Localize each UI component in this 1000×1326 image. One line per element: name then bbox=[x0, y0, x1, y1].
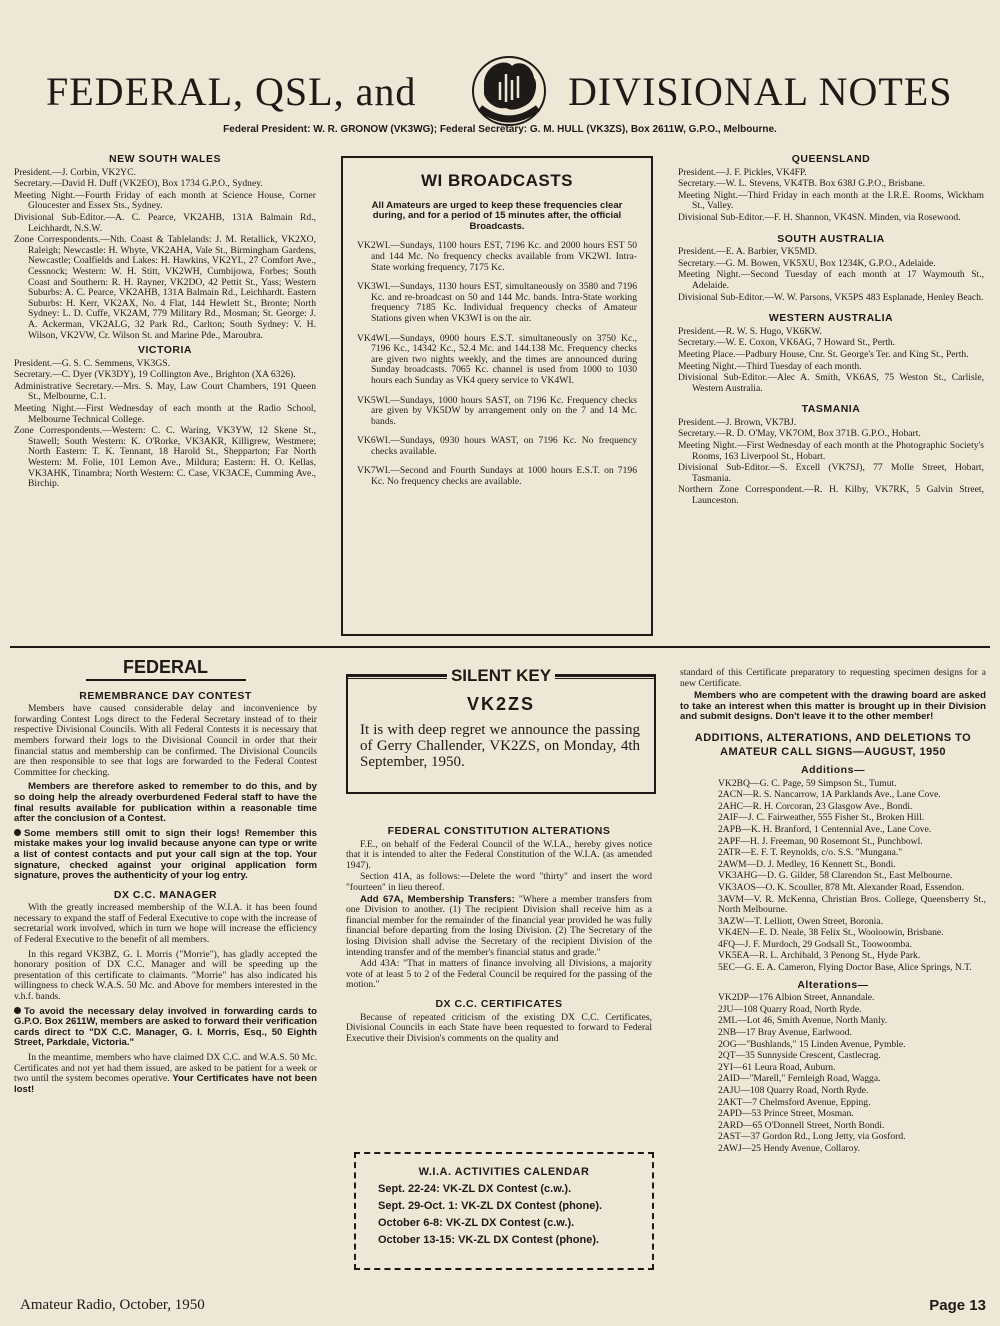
list-item: 2AKT—7 Chelmsford Avenue, Epping. bbox=[718, 1096, 871, 1108]
nsw-sub-editor: Divisional Sub-Editor.—A. C. Pearce, VK2AHB, 131A Balmain Rd., Leichhardt, N.S.W. bbox=[14, 211, 316, 234]
broadcast-vk6wi: VK6WI.—Sundays, 0930 hours WAST, on 7196 Kc. No frequency checks available. bbox=[357, 435, 637, 457]
qld-sub-editor: Divisional Sub-Editor.—F. H. Shannon, VK4SN. Minden, via Rosewood. bbox=[678, 211, 961, 223]
list-item: 2APD—53 Prince Street, Mosman. bbox=[718, 1108, 854, 1120]
footer-publication: Amateur Radio, October, 1950 bbox=[20, 1297, 205, 1313]
qld-meeting-night: Meeting Night.—Third Friday in each month at the I.R.E. Rooms, Wickham St., Valley. bbox=[678, 189, 984, 212]
nsw-heading: NEW SOUTH WALES bbox=[109, 153, 221, 165]
sa-president: President.—E. A. Barbier, VK5MD. bbox=[678, 246, 818, 258]
constitution-p1: F.E., on behalf of the Federal Council of the W.I.A., hereby gives notice that it is intended to alter the Federal Constitution of the W.I.A. (as amended 1947). bbox=[346, 838, 652, 871]
list-item: VK4EN—E. D. Neale, 38 Felix St., Wooloowin, Brisbane. bbox=[718, 927, 944, 939]
sa-sub-editor: Divisional Sub-Editor.—W. W. Parsons, VK5PS 483 Esplanade, Henley Beach. bbox=[678, 291, 984, 303]
broadcast-vk2wi: VK2WI.—Sundays, 1100 hours EST, 7196 Kc. and 2000 hours EST 50 and 144 Mc. No frequency checks available from VK2WI. Intra-State working frequency, 7175 Kc. bbox=[357, 240, 637, 273]
tas-zone-correspondent: Northern Zone Correspondent.—R. H. Kilby, VK7RK, 5 Galvin Street, Launceston. bbox=[678, 484, 984, 507]
constitution-p2: Section 41A, as follows:—Delete the word "thirty" and insert the word "fourteen" in lieu thereof. bbox=[346, 871, 652, 893]
vic-zone-correspondents: Zone Correspondents.—Western: C. C. Waring, VK3YW, 12 Skene St., Stawell; South Western: K. O'Rorke, VK3AKR, Killigrew, Westmere; North Eastern: T. K. Tennant, 18 Harold St., Shepparton; Far North Western: M. Folie, 101 Lemon Ave., Mildura; Eastern: H. O. Kellas, VK3AHK, Tinambra; North Western: C. Case, VK3ACE, Cumming Ave., Birchip. bbox=[14, 425, 316, 490]
constitution-heading: FEDERAL CONSTITUTION ALTERATIONS bbox=[387, 825, 611, 837]
list-item: VK2BQ—G. C. Page, 59 Simpson St., Tumut. bbox=[718, 777, 897, 789]
drawing-board-note: Members who are competent with the drawing board are asked to take an interest when this matter is brought up in their Division and submit designs. Don't leave it to the other member! bbox=[680, 690, 986, 723]
activities-calendar-box bbox=[354, 1152, 654, 1270]
list-item: 2ACN—R. S. Nancarrow, 1A Parklands Ave., Lane Cove. bbox=[718, 789, 941, 801]
federal-column bbox=[14, 657, 317, 1096]
page-title-right: DIVISIONAL NOTES bbox=[568, 69, 953, 114]
victoria-heading: VICTORIA bbox=[138, 344, 192, 357]
wa-meeting-night: Meeting Night.—Third Tuesday of each month. bbox=[678, 360, 862, 372]
constitution-p4: Add 43A: "That in matters of finance involving all Divisions, a majority vote of at least 5 to 2 of the Federal Council be required for the passing of the motion." bbox=[346, 958, 652, 991]
remembrance-day-heading: REMEMBRANCE DAY CONTEST bbox=[79, 689, 252, 702]
list-item: 2JU—108 Quarry Road, North Ryde. bbox=[718, 1003, 862, 1015]
list-item: 2AWJ—25 Hendy Avenue, Collaroy. bbox=[718, 1142, 861, 1154]
list-item: VK5EA—R. L. Archibald, 3 Penong St., Hyde Park. bbox=[718, 950, 921, 962]
list-item: 2OG—"Bushlands," 15 Linden Avenue, Pymble. bbox=[718, 1038, 906, 1050]
broadcast-vk4wi: VK4WI.—Sundays, 0900 hours E.S.T. simultaneously on 3750 Kc., 7196 Kc., 14342 Kc., 52.4 Mc. and 144.138 Mc. Frequency checks are given two nights weekly, and the times are announced during Sunday broadcasts. 7065 Kc. channel is used from 1000 to 1030 hours each Sunday as VK4 query service to VK4WI. bbox=[357, 332, 637, 386]
dx-paragraph-4-bold: Your Certificates have not been lost! bbox=[14, 1073, 317, 1095]
alterations-list bbox=[680, 993, 986, 1154]
silent-key-text: It is with deep regret we announce the passing of Gerry Challender, VK2ZS, on Monday, 4th September, 1950. bbox=[360, 722, 640, 770]
masthead bbox=[0, 52, 1000, 122]
wia-emblem-icon bbox=[466, 52, 552, 130]
footer-page-number: Page 13 bbox=[929, 1297, 986, 1314]
list-item: 2AST—37 Gordon Rd., Long Jetty, via Gosford. bbox=[718, 1131, 906, 1143]
rd-paragraph-2: Members are therefore asked to remember to do this, and by so doing help the already overburdened Federal staff to have the final results available for publication within a reasonable time after the conclusion of a Contest. bbox=[14, 781, 317, 825]
tas-meeting-night: Meeting Night.—First Wednesday of each month at the Photographic Society's Rooms, 163 Liverpool St., Hobart. bbox=[678, 440, 984, 462]
list-item: 2ATR—E. F. T. Reynolds, c/o. S.S. "Mungana." bbox=[718, 847, 903, 859]
dx-paragraph-3-text: To avoid the necessary delay involved in forwarding cards to G.P.O. Box 2611W, members are asked to forward their verification cards direct to "DX C.C. Manager, G. I. Morris, Esq., 50 Eighth Street, Parkdale, Victoria." bbox=[14, 1005, 317, 1049]
list-item: VK3AHG—D. G. Gilder, 58 Clarendon St., East Melbourne. bbox=[718, 870, 953, 882]
dx-paragraph-4 bbox=[14, 1053, 317, 1095]
page-title-left: FEDERAL, QSL, and bbox=[46, 69, 417, 114]
list-item: 2APF—H. J. Freeman, 90 Rosemont St., Punchbowl. bbox=[718, 835, 923, 847]
list-item: 2NB—17 Bray Avenue, Earlwood. bbox=[718, 1027, 852, 1039]
tas-president: President.—J. Brown, VK7BJ. bbox=[678, 416, 797, 428]
nsw-secretary: Secretary.—David H. Duff (VK2EO), Box 1734 G.P.O., Sydney. bbox=[14, 178, 263, 190]
sa-meeting-night: Meeting Night.—Second Tuesday of each month at 17 Waymouth St., Adelaide. bbox=[678, 269, 984, 291]
dx-paragraph-2: In this regard VK3BZ, G. I. Morris ("Morrie"), has gladly accepted the honorary position of DX C.C. Manager and will be speeding up the presentation of this certificate to claimants. "Morrie" has also indicated his willingness to check W.A.S. 50 Mc. and Above for members interested in the v.h.f. bands. bbox=[14, 948, 317, 1003]
constitution-p3-bold: Add 67A, Membership Transfers: bbox=[360, 893, 515, 905]
qld-secretary: Secretary.—W. L. Stevens, VK4TB. Box 638J G.P.O., Brisbane. bbox=[678, 178, 925, 190]
federal-officers-line: Federal President: W. R. GRONOW (VK3WG); Federal Secretary: G. M. HULL (VK3ZS), Box 2611W, G.P.O., Melbourne. bbox=[223, 124, 777, 135]
list-item: 3AVM—V. R. McKenna, Christian Bros. College, Queensberry St., North Melbourne. bbox=[718, 893, 986, 916]
list-item: VK3AOS—O. K. Scouller, 878 Mt. Alexander Road, Essendon. bbox=[718, 881, 965, 893]
additions-list bbox=[680, 779, 986, 974]
dx-paragraph-3 bbox=[14, 1007, 317, 1049]
list-item: 3AZW—T. Lelliott, Owen Street, Boronia. bbox=[718, 915, 884, 927]
broadcast-vk7wi: VK7WI.—Second and Fourth Sundays at 1000 hours E.S.T. on 7196 Kc. No frequency checks are available. bbox=[357, 465, 637, 488]
queensland-heading: QUEENSLAND bbox=[791, 153, 871, 165]
rd-paragraph-1: Members have caused considerable delay and inconvenience by forwarding Contest Logs direct to the Federal Secretary instead of to their respective Divisional Councils. With all Federal Contests it is necessary that members forward their logs to the Divisional Council in order that their financial status and membership can be confirmed. The Divisional Councils are then responsible to see that logs are forwarded to the Federal Contest Committee for checking. bbox=[14, 703, 317, 778]
wi-broadcasts-heading: WI BROADCASTS bbox=[421, 171, 573, 190]
list-item: VK2DP—176 Albion Street, Annandale. bbox=[718, 992, 875, 1004]
list-item: 2APB—K. H. Branford, 1 Centennial Ave., Lane Cove. bbox=[718, 823, 932, 835]
dxcc-certificates-text: Because of repeated criticism of the existing DX C.C. Certificates, Divisional Councils in each State have been requested to forward to Federal Executive their Division's comments on the quality and bbox=[346, 1011, 652, 1044]
federal-underline bbox=[86, 679, 246, 681]
bullet-icon bbox=[14, 1007, 21, 1014]
wa-secretary: Secretary.—W. E. Coxon, VK6AG, 7 Howard St., Perth. bbox=[678, 337, 896, 349]
nsw-president: President.—J. Corbin, VK2YC. bbox=[14, 166, 136, 178]
vic-meeting-night: Meeting Night.—First Wednesday of each month at the Radio School, Melbourne Technical College. bbox=[14, 403, 316, 425]
alterations-heading: Alterations— bbox=[797, 978, 869, 991]
western-australia-heading: WESTERN AUSTRALIA bbox=[768, 312, 894, 325]
calendar-row: Sept. 22-24: VK-ZL DX Contest (c.w.). bbox=[378, 1183, 572, 1195]
qld-president: President.—J. F. Pickles, VK4FP. bbox=[678, 166, 807, 178]
list-item: 2ML—Lot 46, Smith Avenue, North Manly. bbox=[718, 1015, 888, 1027]
list-item: 2AWM—D. J. Medley, 16 Kennett St., Bondi. bbox=[718, 858, 896, 870]
tas-secretary: Secretary.—R. D. O'May, VK7OM, Box 371B. G.P.O., Hobart. bbox=[678, 428, 921, 440]
list-item: 4FQ—J. F. Murdoch, 29 Godsall St., Toowoomba. bbox=[718, 938, 912, 950]
dx-paragraph-4-text: In the meantime, members who have claimed DX C.C. and W.A.S. 50 Mc. Certificates and not yet had them issued, are asked to be patient for a week or two until the system becomes operative. bbox=[14, 1052, 317, 1085]
list-item: 2YI—61 Leura Road, Auburn. bbox=[718, 1061, 836, 1073]
calendar-row: October 6-8: VK-ZL DX Contest (c.w.). bbox=[378, 1217, 575, 1229]
dxcc-certificates-heading: DX C.C. CERTIFICATES bbox=[435, 997, 563, 1010]
list-item: 2AHC—R. H. Corcoran, 23 Glasgow Ave., Bondi. bbox=[718, 800, 913, 812]
list-item: 2AJU—108 Quarry Road, North Ryde. bbox=[718, 1085, 869, 1096]
calendar-row: Sept. 29-Oct. 1: VK-ZL DX Contest (phone). bbox=[378, 1200, 603, 1212]
wa-meeting-place: Meeting Place.—Padbury House, Cnr. St. George's Ter. and King St., Perth. bbox=[678, 348, 969, 360]
dx-cc-manager-heading: DX C.C. MANAGER bbox=[113, 888, 218, 901]
silent-key-box bbox=[346, 666, 656, 794]
certificate-continuation: standard of this Certificate preparatory to requesting specimen designs for a new Certificate. bbox=[680, 667, 986, 689]
federal-heading: FEDERAL bbox=[123, 657, 208, 677]
tasmania-heading: TASMANIA bbox=[801, 403, 861, 416]
list-item: 5EC—G. E. A. Cameron, Flying Doctor Base, Alice Springs, N.T. bbox=[718, 962, 972, 974]
additions-heading: Additions— bbox=[801, 763, 865, 776]
calendar-heading: W.I.A. ACTIVITIES CALENDAR bbox=[418, 1166, 590, 1178]
broadcast-vk5wi: VK5WI.—Sundays, 1000 hours SAST, on 7196 Kc. Frequency checks are given by VK5DW by arrangement only on the 7 and 14 Mc. bands. bbox=[357, 394, 637, 427]
nsw-meeting-night: Meeting Night.—Fourth Friday of each month at Science House, Corner Gloucester and Essex Sts., Sydney. bbox=[14, 189, 316, 212]
calendar-row: October 13-15: VK-ZL DX Contest (phone). bbox=[378, 1234, 600, 1246]
vic-president: President.—G. S. C. Semmens, VK3GS. bbox=[14, 357, 170, 369]
tas-sub-editor: Divisional Sub-Editor.—S. Excell (VK7SJ), 77 Molle Street, Hobart, Tasmania. bbox=[678, 462, 984, 484]
states-right-column bbox=[678, 150, 984, 508]
list-item: 2QT—35 Sunnyside Crescent, Castlecrag. bbox=[718, 1050, 881, 1062]
wi-broadcasts-box bbox=[341, 156, 653, 636]
rd-paragraph-3 bbox=[14, 829, 317, 882]
bullet-icon bbox=[14, 829, 21, 836]
rd-paragraph-3-text: Some members still omit to sign their logs! Remember this mistake makes your log invalid because anyone can type or write a list of contest contacts and put your call sign at the top. Your signature, checked against your original application form signature, proves the authenticity of your log entry. bbox=[14, 827, 317, 882]
vic-secretary: Secretary.—C. Dyer (VK3DY), 19 Collington Ave., Brighton (XA 6326). bbox=[14, 369, 296, 381]
call-signs-heading: ADDITIONS, ALTERATIONS, AND DELETIONS TO AMATEUR CALL SIGNS—AUGUST, 1950 bbox=[694, 731, 972, 758]
silent-key-heading: SILENT KEY bbox=[447, 666, 555, 686]
vic-admin-secretary: Administrative Secretary.—Mrs. S. May, Law Court Chambers, 191 Queen St., Melbourne, C.1. bbox=[14, 380, 316, 403]
call-signs-column bbox=[680, 668, 986, 1156]
silent-key-call: VK2ZS bbox=[466, 694, 536, 714]
nsw-zone-correspondents: Zone Correspondents.—Nth. Coast & Tablelands: J. M. Retallick, VK2XO, Raleigh; Newcastle: H. Whyte, VK2AHA, Vale St., Birmingham Gardens, Newcastle; Coalfields and Lakes: H. Hawkins, VK2YL, 27 Comfort Ave., Cessnock; Western: W. H. Stitt, VK2WH, Cumbijowa, Forbes; South Coast and Southern: R. H. Rayner, VK2DO, 42 Pettit St., Yass; Western Suburbs: A. C. Pearce, VK2AHB, 131A Balmain Rd., Leichhardt. Eastern Suburbs: H. Kerr, VK2AX, No. 4 Flat, 144 Hewlett St., Bronte; North Sydney: L. D. Cuffe, VK2AM, 779 Military Rd., Mosman; St. George: J. A. Ackerman, VK2ALG, 32 Park Rd., Carlton; South Sydney: V. H. Wilson, VK2VW, Cr. Wilson St. and Marine Pde., Maroubra. bbox=[14, 234, 316, 341]
dx-paragraph-1: With the greatly increased membership of the W.I.A. it has been found necessary to expand the staff of Federal Executive to cope with the increase of secretarial work involved, which in turn we hope will increase the efficiency of Federal Executive to the benefit of all members. bbox=[14, 902, 317, 946]
nsw-victoria-column bbox=[14, 150, 316, 491]
list-item: 2AIF—J. C. Fairweather, 555 Fisher St., Broken Hill. bbox=[718, 812, 925, 824]
list-item: 2ARD—65 O'Donnell Street, North Bondi. bbox=[718, 1119, 885, 1131]
list-item: 2AID—"Marell," Fernleigh Road, Wagga. bbox=[718, 1073, 881, 1085]
wa-sub-editor: Divisional Sub-Editor.—Alec A. Smith, VK6AS, 75 Weston St., Carlisle, Western Australia. bbox=[678, 372, 984, 394]
wa-president: President.—R. W. S. Hugo, VK6KW. bbox=[678, 325, 822, 337]
broadcast-vk3wi: VK3WI.—Sundays, 1130 hours EST, simultaneously on 3580 and 7196 Kc. and re-broadcast on 50 and 144 Mc. bands. Intra-State working frequency 7185 Kc. Individual frequency checks of Amateur Stations given when VK3WI is on the air. bbox=[357, 281, 637, 324]
constitution-section bbox=[346, 822, 652, 1045]
constitution-p3-text: "Where a member transfers from one Division to another. (1) The recipient Division shall receive him as a financial member for the remainder of the financial year provided he was fully financial before departing from the losing Division. (2) The Secretary of the losing Division shall advise the Secretary of the recipient Division of the intending transfer and of the member's financial status and grade." bbox=[346, 893, 652, 958]
sa-secretary: Secretary.—G. M. Bowen, VK5XU, Box 1234K, G.P.O., Adelaide. bbox=[678, 257, 936, 269]
constitution-p3 bbox=[346, 895, 652, 959]
wi-intro: All Amateurs are urged to keep these frequencies clear during, and for a period of 15 minutes after, the official Broadcasts. bbox=[371, 199, 623, 232]
section-divider bbox=[10, 646, 990, 648]
south-australia-heading: SOUTH AUSTRALIA bbox=[777, 232, 885, 245]
